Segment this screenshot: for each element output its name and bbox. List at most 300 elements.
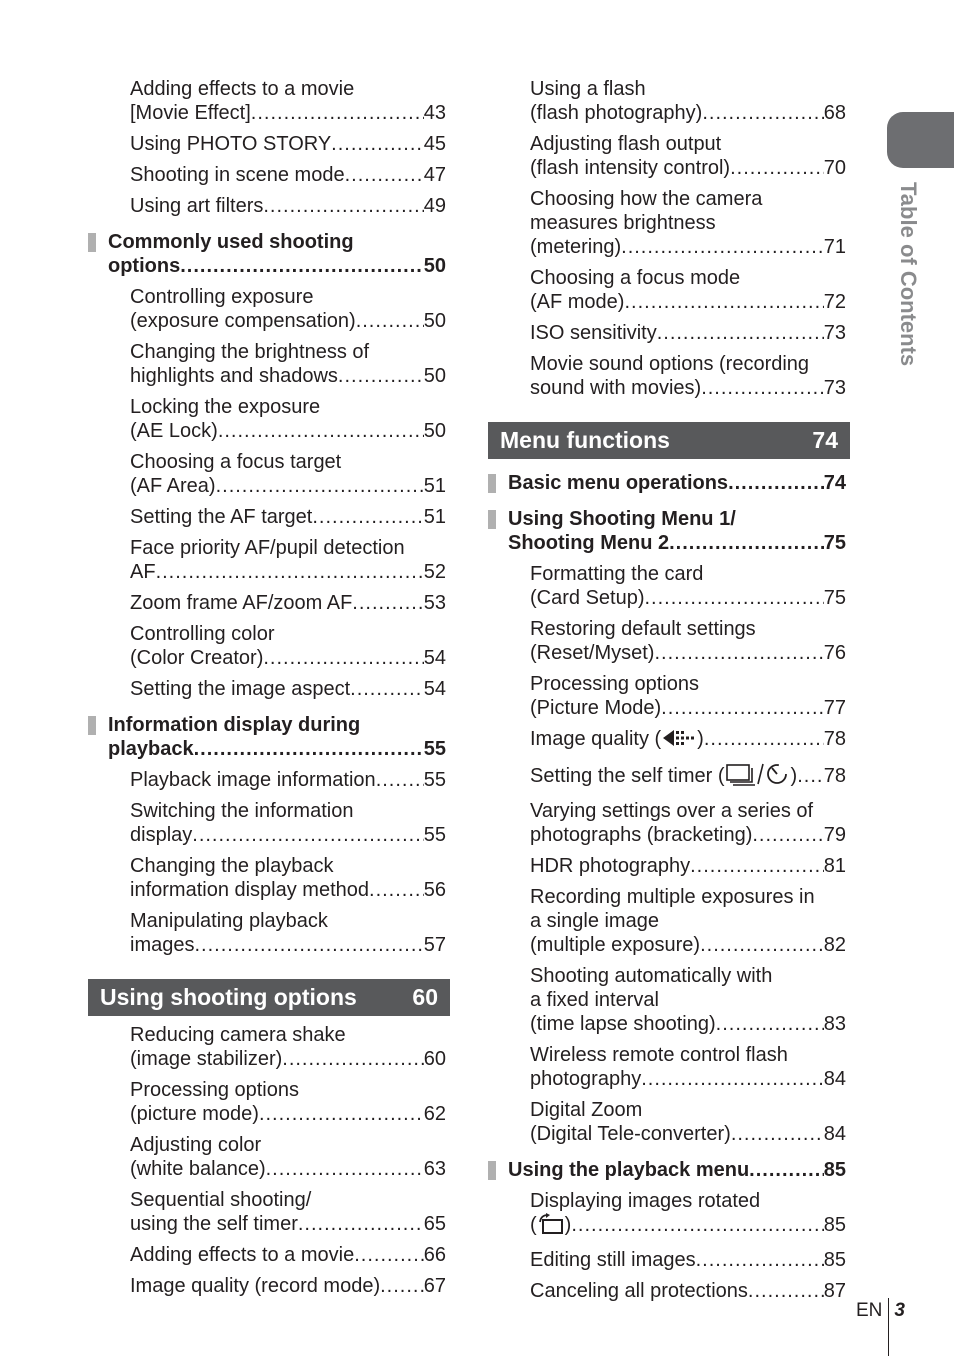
toc-entry[interactable] [488,562,850,610]
entry-last-line [530,1213,846,1241]
leader-dots [312,505,423,529]
entry-last-line [530,1248,846,1272]
entry-text [530,1122,731,1146]
leader-dots [669,531,824,555]
entry-text-content: highlights and shadows [130,365,338,387]
entry-text-line: Displaying images rotated [530,1190,761,1212]
entry-text [130,364,338,388]
entry-text-content: (flash intensity control) [530,157,731,179]
entry-text [130,591,352,615]
toc-entry[interactable] [88,77,450,125]
section-tab-label [895,182,923,382]
entry-last-line [130,1047,446,1071]
page-number-ref: 81 [823,855,846,877]
entry-last-line [130,1212,446,1236]
entry-text [130,1157,266,1181]
entry-text-line: Commonly used shooting [108,231,354,253]
page-number-ref: 50 [423,365,446,387]
entry-last-line [130,474,446,498]
entry-text-line: measures brightness [530,212,716,234]
entry-last-line [508,1158,846,1182]
toc-entry[interactable] [88,1023,450,1071]
entry-text [130,1212,298,1236]
entry-text [530,376,701,400]
toc-entry[interactable] [88,132,450,156]
entry-last-line [530,823,846,847]
entry-last-line [530,290,846,314]
entry-last-line [530,854,846,878]
entry-last-line [108,737,446,761]
leader-dots [797,764,824,788]
page-number-ref: 84 [823,1123,846,1145]
toc-heading[interactable] [88,713,450,761]
leader-dots [731,1122,824,1146]
page-number-ref: 52 [423,561,446,583]
entry-text-content: Using art filters [130,195,264,217]
heading-marker [88,716,96,735]
toc-entry[interactable] [488,885,850,957]
page-number-ref: 75 [823,587,846,609]
page-number-ref: 74 [823,472,846,494]
toc-entry[interactable] [88,768,450,792]
toc-entry[interactable] [88,591,450,615]
entry-text-line: Adjusting color [130,1134,262,1156]
entry-last-line [530,156,846,180]
entry-text-line: Formatting the card [530,563,704,585]
entry-text [108,254,180,278]
entry-text-content: information display method [130,879,370,901]
toc-entry[interactable] [88,622,450,670]
leader-dots [192,823,423,847]
entry-last-line [508,471,846,495]
page-number-ref: 50 [423,255,446,277]
section-banner[interactable] [488,422,850,459]
page-number-ref: 71 [823,236,846,258]
entry-text [530,1067,641,1091]
leader-dots [624,290,823,314]
toc-entry[interactable] [488,1248,850,1272]
leader-dots [621,235,824,259]
leader-dots [266,1157,424,1181]
page-number-ref: 51 [423,475,446,497]
entry-text [130,878,369,902]
leader-dots [282,1047,423,1071]
page-number-ref: 57 [423,934,446,956]
entry-text [130,101,251,125]
entry-text-line: Changing the brightness of [130,341,370,363]
toc-entry[interactable] [88,194,450,218]
page-number-ref: 47 [423,164,446,186]
leader-dots [350,677,424,701]
page-number-ref: 85 [823,1214,846,1236]
toc-entry[interactable] [88,1188,450,1236]
toc-entry[interactable] [488,1189,850,1241]
leader-dots [657,321,824,345]
entry-text-content: photography [530,1068,642,1090]
entry-text-content: Zoom frame AF/zoom AF [130,592,353,614]
entry-text-line: Information display during [108,714,361,736]
entry-last-line [130,823,446,847]
toc-entry[interactable] [488,762,850,792]
entry-text [130,823,192,847]
page-number-ref: 67 [423,1275,446,1297]
entry-text-line: a fixed interval [530,989,659,1011]
page-number-ref: 43 [423,102,446,124]
entry-text-line: Restoring default settings [530,618,756,640]
toc-entry[interactable] [488,187,850,259]
leader-dots [700,933,824,957]
page-number-ref: 82 [823,934,846,956]
toc-entry[interactable] [88,395,450,443]
entry-text-line: Movie sound options (recording [530,353,810,375]
toc-entry[interactable] [488,799,850,847]
leader-dots [661,696,824,720]
language-label: EN [856,1300,883,1321]
leader-dots [251,101,424,125]
page-number: 3 [894,1300,905,1321]
toc-entry[interactable] [488,1098,850,1146]
entry-text-line: Choosing a focus target [130,451,342,473]
entry-text [530,727,704,755]
toc-entry[interactable] [88,677,450,701]
entry-text-line: Choosing a focus mode [530,267,741,289]
entry-text [130,768,376,792]
leader-dots [369,878,424,902]
entry-last-line [130,933,446,957]
entry-text-content: Adding effects to a movie [130,1244,355,1266]
leader-dots [696,1248,824,1272]
entry-text-content: sound with movies) [530,377,702,399]
toc-entry[interactable] [488,727,850,755]
entry-text [508,531,669,555]
leader-dots [654,641,823,665]
entry-text [530,933,700,957]
entry-last-line [108,254,446,278]
leader-dots [702,101,823,125]
entry-text [130,309,356,333]
entry-text-content: AF [130,561,156,583]
entry-text-line: Face priority AF/pupil detection [130,537,405,559]
entry-text-content: (exposure compensation) [130,310,356,332]
entry-text-content: images [130,934,195,956]
entry-text [530,235,621,259]
entry-text-content: Shooting Menu 2 [508,532,670,554]
leader-dots [716,1012,824,1036]
page-number-ref: 55 [423,738,446,760]
heading-marker [488,474,496,493]
page-number-ref: 63 [423,1158,446,1180]
entry-text-suffix: ) [564,1214,572,1236]
sequential-self-timer-icon [725,762,791,792]
entry-text-content: Setting the self timer ( [530,765,725,787]
toc-column-left [88,70,450,1298]
toc-entry[interactable] [88,1274,450,1298]
entry-text-content: (Color Creator) [130,647,264,669]
leader-dots [352,591,423,615]
entry-text [130,419,218,443]
entry-last-line [530,762,846,792]
toc-column-right [488,70,850,1303]
page-number-ref: 56 [423,879,446,901]
toc-entry[interactable] [88,909,450,957]
leader-dots [641,1067,824,1091]
entry-text-content: Using the playback menu [508,1159,750,1181]
entry-text-content: Basic menu operations [508,472,729,494]
entry-text-content: (image stabilizer) [130,1048,283,1070]
entry-last-line [130,591,446,615]
entry-last-line [130,505,446,529]
page-number-ref: 72 [823,291,846,313]
toc-entry[interactable] [488,964,850,1036]
leader-dots [218,419,424,443]
entry-text-line: Switching the information [130,800,354,822]
page-number-ref: 54 [423,647,446,669]
toc-entry[interactable] [488,672,850,720]
leader-dots [749,1158,824,1182]
toc-heading[interactable] [488,1158,850,1182]
entry-last-line [530,696,846,720]
toc-entry[interactable] [488,352,850,400]
page-number-ref: 66 [423,1244,446,1266]
toc-entry[interactable] [488,266,850,314]
entry-last-line [530,727,846,755]
entry-text [530,854,690,878]
entry-text-content: HDR photography [530,855,691,877]
page-number-ref: 75 [823,532,846,554]
leader-dots [180,254,424,278]
entry-text [130,677,350,701]
entry-text-content: photographs (bracketing) [530,824,753,846]
page-number-ref: 55 [423,769,446,791]
entry-text-content: (flash photography) [530,102,703,124]
page-number-ref: 54 [423,678,446,700]
toc-entry[interactable] [88,285,450,333]
entry-text-line: Manipulating playback [130,910,328,932]
entry-text-content: (Picture Mode) [530,697,662,719]
entry-text-suffix: ) [790,765,798,787]
entry-text-line: Processing options [530,673,699,695]
page-number-ref: 78 [823,728,846,750]
toc-entry[interactable] [88,536,450,584]
page-number-ref: 45 [423,133,446,155]
leader-dots [571,1213,823,1237]
leader-dots [354,1243,424,1267]
entry-last-line [130,1157,446,1181]
page-number-ref: 85 [823,1159,846,1181]
toc-entry[interactable] [88,163,450,187]
toc-heading[interactable] [488,507,850,555]
page-number-ref: 49 [423,195,446,217]
page-number-ref: 60 [423,1048,446,1070]
entry-text-line: Adjusting flash output [530,133,722,155]
entry-text-content: Canceling all protections [530,1280,748,1302]
leader-dots [259,1102,424,1126]
page-number-ref: 78 [823,765,846,787]
entry-text [530,101,702,125]
entry-last-line [530,1067,846,1091]
entry-text-content: ( [530,1214,537,1236]
section-title: Using shooting options [100,984,357,1010]
entry-last-line [530,101,846,125]
entry-text [130,194,263,218]
entry-text-line: Locking the exposure [130,396,321,418]
leader-dots [194,933,423,957]
section-tab[interactable] [887,112,954,168]
entry-text-line: Sequential shooting/ [130,1189,312,1211]
entry-last-line [530,1012,846,1036]
leader-dots [194,737,424,761]
entry-text-content: options [108,255,181,277]
entry-text-content: Playback image information [130,769,376,791]
entry-last-line [508,531,846,555]
entry-text-content: ISO sensitivity [530,322,657,344]
toc-entry[interactable] [488,77,850,125]
entry-text-line: Changing the playback [130,855,334,877]
entry-text [130,505,312,529]
entry-text-line: a single image [530,910,659,932]
toc-entry[interactable] [88,854,450,902]
page-number-ref: 50 [423,310,446,332]
entry-text [130,474,216,498]
entry-text-content: playback [108,738,194,760]
page-number-ref: 50 [423,420,446,442]
entry-text-line: Processing options [130,1079,299,1101]
page-number-ref: 83 [823,1013,846,1035]
entry-text-line: Wireless remote control flash [530,1044,788,1066]
leader-dots [752,823,823,847]
entry-text-content: using the self timer [130,1213,298,1235]
toc-heading[interactable] [488,471,850,495]
entry-last-line [130,419,446,443]
entry-text-line: Controlling color [130,623,275,645]
entry-text-line: Choosing how the camera [530,188,763,210]
entry-text-content: (time lapse shooting) [530,1013,716,1035]
section-banner[interactable] [88,979,450,1016]
leader-dots [338,364,424,388]
entry-text-line: Controlling exposure [130,286,314,308]
leader-dots [380,1274,424,1298]
entry-last-line [130,101,446,125]
toc-entry[interactable] [88,1078,450,1126]
toc-entry[interactable] [488,1279,850,1303]
page-number-ref: 62 [423,1103,446,1125]
entry-text-content: Image quality ( [530,728,662,750]
entry-text-content: Using PHOTO STORY [130,133,332,155]
toc-entry[interactable] [88,799,450,847]
entry-text-content: (metering) [530,236,622,258]
page-number-ref: 70 [823,157,846,179]
toc-entry[interactable] [88,340,450,388]
entry-last-line [130,677,446,701]
page-number-ref: 68 [823,102,846,124]
leader-dots [263,194,423,218]
entry-last-line [130,646,446,670]
leader-dots [704,727,824,751]
page-number-ref: 65 [423,1213,446,1235]
toc-entry[interactable] [488,1043,850,1091]
entry-text-line: Using a flash [530,78,646,100]
leader-dots [728,471,824,495]
toc-entry[interactable] [488,617,850,665]
leader-dots [216,474,424,498]
leader-dots [345,163,424,187]
heading-marker [88,233,96,252]
entry-text [508,1158,749,1182]
page-number-ref: 79 [823,824,846,846]
toc-heading[interactable] [88,230,450,278]
leader-dots [331,132,424,156]
section-title: Menu functions [500,427,670,453]
leader-dots [748,1279,824,1303]
toc-entry[interactable] [488,321,850,345]
entry-text [130,933,194,957]
toc-entry[interactable] [488,854,850,878]
entry-text-line: Using Shooting Menu 1/ [508,508,736,530]
entry-last-line [130,1274,446,1298]
heading-marker [488,1161,496,1180]
entry-text [530,823,752,847]
entry-text-content: (AE Lock) [130,420,218,442]
toc-entry[interactable] [88,450,450,498]
entry-text-line: Shooting automatically with [530,965,773,987]
page-number-ref: 85 [823,1249,846,1271]
entry-last-line [530,933,846,957]
entry-last-line [530,321,846,345]
leader-dots [376,768,424,792]
entry-text-line: Recording multiple exposures in [530,886,815,908]
entry-text [530,290,624,314]
entry-text-content: Image quality (record mode) [130,1275,381,1297]
entry-text [530,586,645,610]
entry-text-content: display [130,824,193,846]
entry-text [530,1248,696,1272]
leader-dots [298,1212,424,1236]
entry-last-line [530,1122,846,1146]
entry-text [530,321,657,345]
page-number-ref: 84 [823,1068,846,1090]
entry-last-line [130,194,446,218]
page-number-ref: 51 [423,506,446,528]
entry-text [130,560,156,584]
entry-text [108,737,194,761]
toc-entry[interactable] [88,1133,450,1181]
page-number-ref: 55 [423,824,446,846]
section-tab-text: Table of Contents [896,182,921,367]
leader-dots [645,586,824,610]
entry-text [130,1243,354,1267]
entry-text-content: Editing still images [530,1249,696,1271]
leader-dots [156,560,424,584]
entry-text [130,163,345,187]
page-number-ref: 53 [423,592,446,614]
image-quality-icon [661,727,697,755]
entry-last-line [130,878,446,902]
entry-last-line [530,1279,846,1303]
toc-entry[interactable] [88,505,450,529]
section-page: 74 [812,427,838,453]
entry-last-line [130,560,446,584]
entry-last-line [530,376,846,400]
footer-divider [888,1298,889,1356]
entry-text-line: Reducing camera shake [130,1024,346,1046]
toc-entry[interactable] [488,132,850,180]
rotate-icon [537,1213,565,1241]
toc-entry[interactable] [88,1243,450,1267]
entry-last-line [130,309,446,333]
leader-dots [690,854,824,878]
page-footer [856,1298,905,1328]
entry-text-line: Digital Zoom [530,1099,643,1121]
